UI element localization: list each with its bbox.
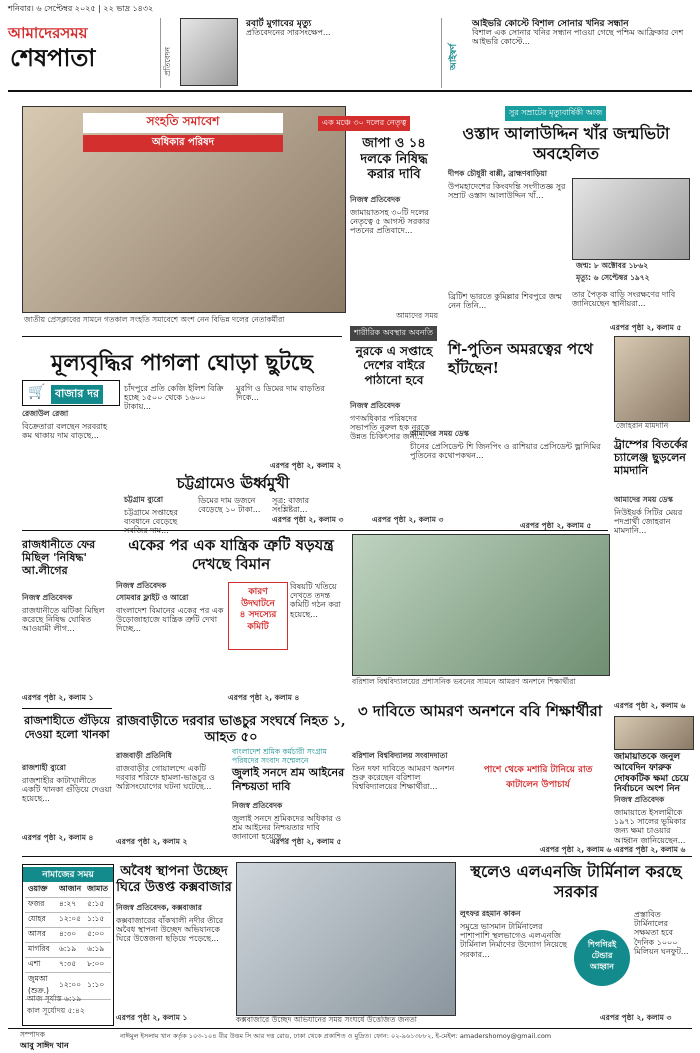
nurul-tag: শারীরিক অবস্থার অবনতি [350,326,437,341]
ustad-text-1: উপমহাদেশের কিংবদন্তি সংগীতজ্ঞ সুর সম্রাট ওস্তাদ আলাউদ্দিন খাঁ... [448,182,566,201]
obit-text: প্রতিবেদনের সারসংক্ষেপ... [246,28,331,37]
hunger-photo-caption: বরিশাল বিশ্ববিদ্যালয়ের প্রশাসনিক ভবনের সামনে আমরণ অনশনে শিক্ষার্থীরা [352,677,576,686]
namaz-cell: এশা [25,958,56,973]
hunger-subtitle: পাশে থেকে মশারি টানিয়ে রাত কাটালেন উপাচার্য [483,765,593,790]
dateline: শনিবার। ৬ সেপ্টেম্বর ২০২৫ | ২২ ভাদ্র ১৪৩২ [8,4,154,13]
jamat2-photo [614,716,694,750]
namaz-cell: ৫:১৫ [84,898,111,913]
rally-caption: জাতীয় প্রেসক্লাবের সামনে গতকাল সংহতি সমাবেশে অংশ নেন বিভিন্ন দলের নেতাকর্মীরা [24,315,285,324]
rajdhani-text: রাজধানীতে ঝটিকা মিছিল করেছে নিষিদ্ধ ঘোষিত আওয়ামী লীগ... [22,606,105,634]
karon-line-2: উদঘাটনে [241,598,275,609]
market-col-text-1: চাঁদপুরে প্রতি কেজি ইলিশ বিক্রি হচ্ছে ১৫০০ থেকে ১৬০০ টাকায়... [124,384,224,412]
lng-text-1: সমুদ্রে ভাসমান টার্মিনালের পাশাপাশি স্থলভাগেও এলএনজি টার্মিনাল নির্মাণের উদ্যোগ নিয়েছে সরকার... [460,922,567,959]
ustad-byline: দীপক চৌধুরী বাপ্পী, ব্রাহ্মণবাড়িয়া [448,169,547,178]
july-tag: বাংলাদেশ শ্রমিক কর্মচারী সংগ্রাম পরিষদের সংবাদ সম্মেলনে [232,747,327,765]
editor-label: সম্পাদক [20,1030,46,1039]
ctg-byline: চট্টগ্রাম ব্যুরো [124,495,164,504]
ustad-text-3: তার পৈতৃক বাড়ি সংরক্ষণের দাবি জানিয়েছেন স্থানীয়রা... [572,290,676,309]
mamdani-photo [614,336,690,422]
nurul-continued: এরপর পৃষ্ঠা ২, কলাম ৩ [372,515,444,524]
shi-putin-continued: এরপর পৃষ্ঠা ২, কলাম ৫ [520,521,592,530]
namaz-row [25,928,111,943]
nurul-text: গণঅধিকার পরিষদের সভাপতি নুরুল হক নুরকে উন্নত চিকিৎসার জন্য... [350,414,430,442]
namaz-header-row [25,883,111,898]
biman-headline: একের পর এক যান্ত্রিক ত্রুটি ষড়যন্ত্র দেখছে বিমান [128,536,334,573]
lng-headline: স্থলেও এলএনজি টার্মিনাল করছে সরকার [470,862,682,901]
market-label-box [22,380,120,406]
tender-badge-line-2: টেন্ডার [591,950,613,960]
ctg-text-1: চট্টগ্রামে সপ্তাহের ব্যবধানে বেড়েছে [124,508,178,527]
section-title: শেষপাতা [10,44,96,72]
mugabe-photo [180,18,238,86]
ctg-headline: চট্টগ্রামেও ঊর্ধ্বমুখী [176,474,290,492]
nurul-byline: নিজস্ব প্রতিবেদক [350,401,401,410]
ustad-died: মৃত্যু: ৬ সেপ্টেম্বর ১৯৭২ [576,273,650,282]
nurul-headline: নুরকে এ সপ্তাহে দেশের বাইরে পাঠানো হবে [355,344,433,387]
rajshahi-continued: এরপর পৃষ্ঠা ২, কলাম ৪ [22,833,94,842]
rajshahi-headline: রাজশাহীতে গুঁড়িয়ে দেওয়া হলো খানকা [24,714,110,741]
trump-byline: আমাদের সময় ডেস্ক [614,495,673,504]
karon-line-3: ৪ সদস্যের [239,610,277,621]
namaz-box [22,864,114,1026]
namaz-cell: যোহর [25,913,56,928]
namaz-cell: ৭:৩৫ [56,958,84,973]
cox-continued: এরপর পৃষ্ঠা ২, কলাম ১ [116,1013,188,1022]
july-text: জুলাই সনদে শ্রমিকদের অধিকার ও শ্রম আইনের নিশ্চয়তার দাবি জানানো হয়েছে... [232,814,342,842]
rajshahi-text: রাজশাহীর কাটাখালীতে একটি খানকা গুঁড়িয়ে দেওয়া হয়েছে... [22,776,112,804]
biman-text-2: বিষয়টি খতিয়ে দেখতে তদন্ত কমিটি গঠন করা হয়েছে... [290,582,341,619]
namaz-cell: ৪:৩০ [56,928,84,943]
cox-byline: নিজস্ব প্রতিবেদক, কক্সবাজার [116,903,202,912]
shi-putin-byline: আমাদের সময় ডেস্ক [410,429,469,438]
ustad-born: জন্ম: ৮ অক্টোবর ১৮৬২ [576,261,649,270]
rajdhani-byline: নিজস্ব প্রতিবেদক [22,593,73,602]
ctg-text-3: সূত্র: বাজার সংশ্লিষ্টরা... [272,496,310,515]
ctg-text-2: ডিমের দাম ডজনে বেড়েছে ১০ টাকা... [198,496,261,515]
namaz-col-waqt: ওয়াক্ত [25,883,56,898]
ctg-continued: এরপর পৃষ্ঠা ২, কলাম ৩ [272,515,344,524]
footer-imprint: নাঈমুল ইসলাম খান কর্তৃক ১০৩-১০৪ বীর উত্তম সি আর দত্ত রোড, ঢাকা থেকে প্রকাশিত ও মুদ্রিত। ফোন: ০২-৯৬১৩৮৮২, ই-মেইল: amadershomoy@gmail.com [120,1032,552,1040]
tender-badge-line-3: আহ্বান [590,961,614,971]
biman-text-1: বাংলাদেশ বিমানের একের পর এক উড়োজাহাজে যান্ত্রিক ত্রুটি দেখা দিচ্ছে... [116,606,224,634]
market-label: বাজার দর [51,385,103,404]
karon-line-1: কারণ [248,587,268,597]
tender-badge-line-1: শিগগিরই [587,940,617,949]
sunset: আজ সূর্যাস্ত ৬:১৯ [27,994,82,1003]
namaz-cell: ১২:০৫ [56,913,84,928]
namaz-cell: ১:১৫ [84,913,111,928]
market-col-text-2: মুরগি ও ডিমের দাম বাড়তির দিকে... [236,384,325,403]
hunger-photo [352,534,610,676]
photo-credit: আমাদের সময় [396,311,439,320]
biman-subhead: সোমবার ফ্লাইট ও আরো [116,593,189,602]
obit-rotated-label: প্রতিবেদন [163,47,172,76]
jamaat-headline: জাপা ও ১৪ দলকে নিষিদ্ধ করার দাবি [360,136,428,183]
market-byline: রেজাউল রেজা [22,409,69,418]
mamdani-caption: জোহরান মামদানি [616,421,669,430]
namaz-cell: ৪:২৭ [56,898,84,913]
trump-continued: এরপর পৃষ্ঠা ২, কলাম ৬ [614,701,686,710]
namaz-cell: আসর [25,928,56,943]
namaz-cell: ফজর [25,898,56,913]
july-headline: জুলাই সনদে শ্রম আইনের নিশ্চয়তা দাবি [232,766,345,793]
namaz-table [25,883,111,1000]
brand-logo: আমাদেরসময় [8,24,88,42]
lng-continued: এরপর পৃষ্ঠা ২, কলাম ৩ [600,1013,672,1022]
rajshahi-byline: রাজশাহী ব্যুরো [22,763,66,772]
sunrise: কাল সূর্যোদয় ৫:৪২ [27,1006,85,1015]
shi-putin-text: চীনের প্রেসিডেন্ট শি জিনপিং ও রাশিয়ার প্রেসিডেন্ট ভ্লাদিমির পুতিনের কথোপকথন... [410,442,601,461]
ustad-photo [572,178,690,260]
rajbari-continued: এরপর পৃষ্ঠা ২, কলাম ২ [116,837,188,846]
rajdhani-headline: রাজধানীতে ফের মিছিল 'নিষিদ্ধ' আ.লীগের [22,538,96,578]
rajbari-headline: রাজবাড়ীতে দরবার ভাঙচুর সংঘর্ষে নিহত ১, আহত ৫০ [116,714,346,746]
ice-text: বিশাল এক সোনার খনির সন্ধান পাওয়া গেছে পশ্চিম আফ্রিকার দেশ আইভরি কোস্টে... [472,28,684,47]
namaz-title: নামাজের সময় [23,867,113,882]
shi-putin-headline: শি-পুতিন অমরত্বের পথে হাঁটছেন! [448,340,593,377]
ustad-tag: সুর সম্রাটের মৃত্যুবার্ষিকী আজ [505,106,606,121]
namaz-cell: ৫:০০ [84,928,111,943]
namaz-cell: ৮:০০ [84,958,111,973]
namaz-cell: ১:১০ [84,973,111,1000]
namaz-row [25,958,111,973]
cox-text: কক্সবাজারের বাঁকখালী নদীর তীরে অবৈধ স্থাপনা উচ্ছেদ অভিযানকে ঘিরে উত্তেজনা ছড়িয়ে পড়েছে... [116,916,224,944]
trump-headline: ট্রাম্পের বিতর্কের চ্যালেঞ্জ ছুড়লেন মামদানি [614,438,688,478]
cox-headline: অবৈধ স্থাপনা উচ্ছেদ ঘিরে উত্তপ্ত কক্সবাজার [116,864,232,896]
namaz-row [25,913,111,928]
hunger-text: তিন দফা দাবিতে আমরণ অনশন শুরু করেছেন বরিশাল বিশ্ববিদ্যালয়ের শিক্ষার্থীরা... [352,764,455,792]
hunger-continued: এরপর পৃষ্ঠা ২, কলাম ৬ [540,845,612,854]
ustad-headline: ওস্তাদ আলাউদ্দিন খাঁর জন্মভিটা অবহেলিত [462,124,670,163]
editor-name: আবু সাঈদ খান [20,1041,69,1050]
rajbari-text: রাজবাড়ীর গোয়ালন্দে একটি দরবার শরিফে হামলা-ভাঙচুর ও অগ্নিসংযোগের ঘটনা ঘটেছে... [116,764,215,792]
ice-title: আইভরি কোস্টে বিশাল সোনার খনির সন্ধান [472,19,629,29]
ustad-continued: এরপর পৃষ্ঠা ২, কলাম ৫ [610,323,682,332]
obit-title: রবার্ট মুগাবের মৃত্যু [246,19,312,29]
cart-icon: 🛒 [28,384,46,400]
jamaat-byline: নিজস্ব প্রতিবেদক [350,195,401,204]
lng-byline: লুৎফর রহমান কাকন [460,909,521,918]
namaz-cell: ৬:১৯ [56,943,84,958]
namaz-cell: জুমআ (শুক্র.) [25,973,56,1000]
jamat2-continued: এরপর পৃষ্ঠা ২, কলাম ৬ [614,845,686,854]
karon-line-4: কমিটি [247,622,269,633]
rajbari-byline: রাজবাড়ী প্রতিনিধি [116,751,172,760]
biman-byline: নিজস্ব প্রতিবেদক [116,581,167,590]
july-byline: নিজস্ব প্রতিবেদক [232,801,283,810]
ustad-text-2: ব্রিটিশ ভারতে কুমিল্লার শিবপুরে জন্ম নেন তিনি... [448,292,562,311]
namaz-cell: ১২:০০ [56,973,84,1000]
rally-banner-text: সংহতি সমাবেশ [83,113,283,133]
biman-continued: এরপর পৃষ্ঠা ২, কলাম ৪ [228,693,300,702]
main-headline: মূল্যবৃদ্ধির পাগলা ঘোড়া ছুটছে [51,350,313,376]
namaz-row [25,898,111,913]
tag-30-parties: এক মঞ্চে ৩০ দলের নেতৃত্ব [318,116,410,131]
market-continued: এরপর পৃষ্ঠা ২, কলাম ২ [270,461,342,470]
rajdhani-continued: এরপর পৃষ্ঠা ২, কলাম ১ [22,693,94,702]
trump-text: নিউইয়র্ক সিটির মেয়র পদপ্রার্থী জোহরান মামদানি... [614,508,683,536]
tender-badge [574,930,630,986]
namaz-row [25,943,111,958]
namaz-col-azan: আজান [56,883,84,898]
cox-photo-caption: কক্সবাজারে উচ্ছেদ অভিযানের সময় সংঘর্ষে উত্তেজিত জনতা [236,1015,417,1024]
july-continued: এরপর পৃষ্ঠা ২, কলাম ৫ [270,837,342,846]
namaz-cell: মাগরিব [25,943,56,958]
hunger-headline: ৩ দাবিতে আমরণ অনশনে ববি শিক্ষার্থীরা [357,702,603,720]
ice-side-label: আইস্বর্ণ [449,43,459,70]
namaz-col-jamat: জামাত [84,883,111,898]
namaz-cell: ৬:১৯ [84,943,111,958]
market-text: বিক্রেতারা বলছেন সরবরাহ কম থাকায় দাম বাড়ছে... [22,422,108,441]
rally-photo [22,106,346,313]
lng-text-2: প্রস্তাবিত টার্মিনালের সক্ষমতা হবে দৈনিক ১০০০ মিলিয়ন ঘনফুট... [634,910,689,956]
jamat2-headline: জামায়াতকে জনুল আবেদিন ফারুক দোষকটিক ক্ষমা চেয়ে নির্বাচনে অংশ নিন [614,752,689,795]
hunger-byline: বরিশাল বিশ্ববিদ্যালয় সংবাদদাতা [352,751,448,760]
rally-banner-subtext: অধিকার পরিষদ [83,135,283,152]
jamat2-byline: নিজস্ব প্রতিবেদক [614,795,665,804]
jamaat-text: জামায়াতসহ ৩০টি দলের নেতৃত্বে ৫ আগস্ট সরকার পতনের প্রতিবাদে... [350,208,430,236]
cox-photo [236,862,456,1016]
karon-box [228,582,288,650]
jamat2-text: জামায়াতে ইসলামীকে ১৯৭১ সালের ভূমিকার জন্য ক্ষমা চাওয়ার আহ্বান জানিয়েছেন... [614,808,687,845]
